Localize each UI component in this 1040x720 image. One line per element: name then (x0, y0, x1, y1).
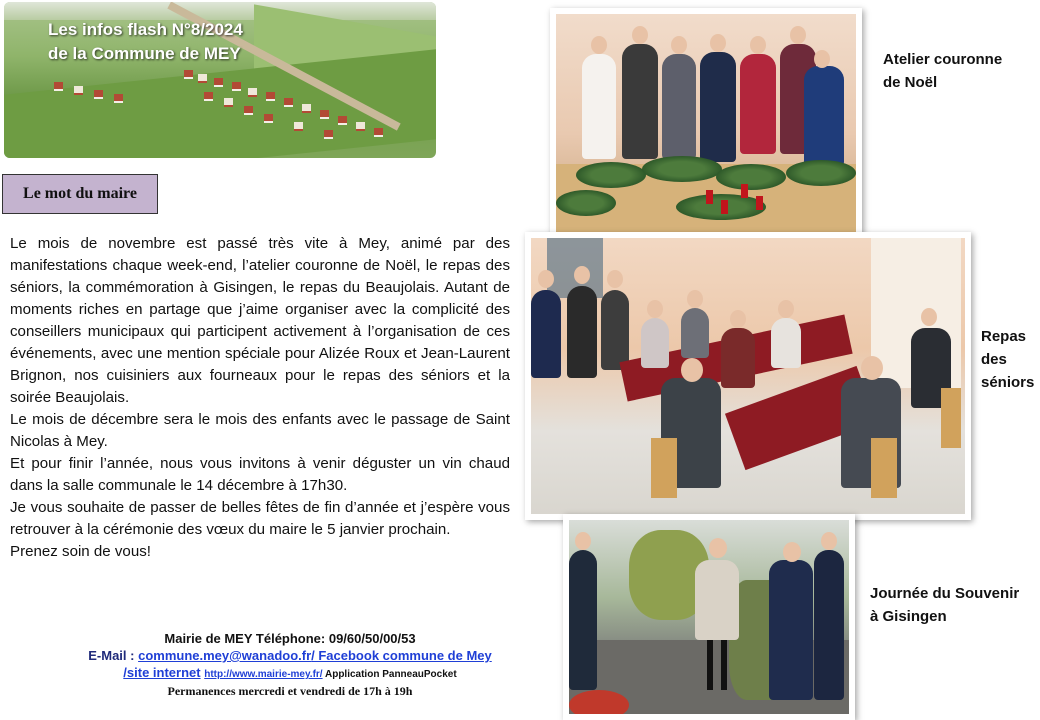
photo-atelier-couronne (550, 8, 862, 238)
paragraph: Et pour finir l’année, nous vous invitons à venir déguster un vin chaud dans la salle communale le 14 décembre à 17h30. (10, 455, 510, 494)
paragraph: Le mois de décembre sera le mois des enfants avec le passage de Saint Nicolas à Mey. (10, 411, 510, 450)
site-label-link[interactable]: /site internet (123, 665, 201, 680)
email-link[interactable]: commune.mey@wanadoo.fr (138, 648, 312, 663)
newsletter-title: Les infos flash N°8/2024 (48, 20, 243, 39)
email-label: E-Mail : (88, 648, 139, 663)
photo-repas-seniors (525, 232, 971, 520)
caption-journee-souvenir: Journée du Souvenir à Gisingen (870, 585, 1020, 625)
facebook-link[interactable]: / Facebook commune de Mey (311, 648, 492, 663)
website-link[interactable]: http://www.mairie-mey.fr/ (204, 669, 323, 680)
mairie-contact-footer (40, 630, 540, 700)
paragraph: Je vous souhaite de passer de belles fêtes de fin d’année et j’espère vous retrouver à la cérémonie des vœux du maire le 5 janvier prochain. (10, 499, 510, 538)
caption-atelier-couronne: Atelier couronne de Noël (883, 51, 1003, 91)
photo-journee-souvenir (563, 514, 855, 720)
paragraph: Prenez soin de vous! (10, 543, 151, 560)
paragraph: Le mois de novembre est passé très vite à Mey, animé par des manifestations chaque week-end, l’atelier couronne de Noël, le repas des séniors, la commémoration à Gisingen, le repas du Beaujolais. Autant de moments riches en partage que j’aime organiser avec la complicité des conseillers municipaux qui participent activement à l’organisation de ces événements, avec une mention spéciale pour Alizée Roux et Jean-Laurent Brignon, nos cuisiniers aux fourneaux pour le repas des séniors et la soirée Beaujolais. (10, 235, 510, 406)
app-label: Application PanneauPocket (322, 669, 457, 680)
header-aerial-photo (4, 2, 436, 158)
phone-line: Mairie de MEY Téléphone: 09/60/50/00/53 (164, 631, 416, 646)
section-badge-mot-du-maire: Le mot du maire (2, 174, 158, 214)
caption-repas-seniors: Repas des séniors (981, 328, 1035, 391)
opening-hours: Permanences mercredi et vendredi de 17h à 19h (167, 684, 413, 698)
newsletter-subtitle: de la Commune de MEY (48, 44, 241, 63)
mayor-message (10, 233, 510, 563)
